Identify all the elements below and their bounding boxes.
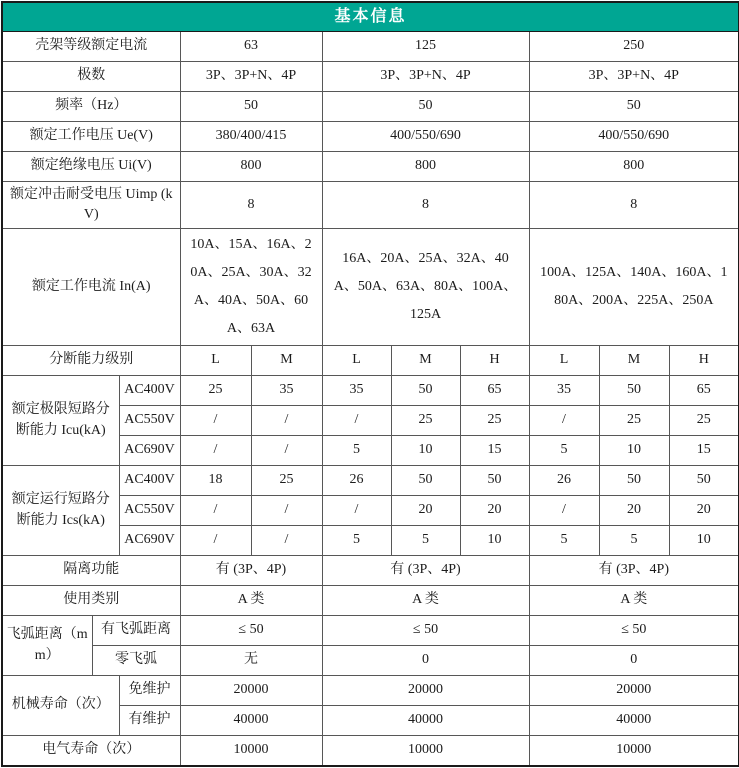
table-cell: 50 [669,466,739,496]
table-cell: 8 [180,182,322,229]
row-sublabel-ac690v: AC690V [119,526,180,556]
row-sublabel-arc-zero: 零飞弧 [92,646,180,676]
table-cell: 380/400/415 [180,122,322,152]
table-cell: 65 [669,376,739,406]
table-cell: 3P、3P+N、4P [322,62,529,92]
table-cell: A 类 [180,586,322,616]
row-sublabel-arc-yes: 有飞弧距离 [92,616,180,646]
table-cell: 20000 [180,676,322,706]
table-title: 基本信息 [2,2,739,32]
table-row [2,92,739,122]
table-cell: 15 [460,436,529,466]
table-cell: 5 [529,526,599,556]
row-label-insulation-voltage-ui: 额定绝缘电压 Ui(V) [2,152,180,182]
table-cell: 35 [251,376,322,406]
table-cell: / [322,496,391,526]
row-label-frequency: 频率（Hz） [2,92,180,122]
table-row [2,346,739,376]
table-cell: 5 [529,436,599,466]
row-label-rated-voltage-ue: 额定工作电压 Ue(V) [2,122,180,152]
table-cell: / [251,406,322,436]
table-cell: 15 [669,436,739,466]
table-cell: 25 [391,406,460,436]
table-cell: 20000 [322,676,529,706]
row-sublabel-ac550v: AC550V [119,496,180,526]
table-cell: 40000 [529,706,739,736]
table-cell: 0 [529,646,739,676]
row-sublabel-ac400v: AC400V [119,466,180,496]
table-cell: 5 [322,526,391,556]
table-cell: 20 [599,496,669,526]
table-cell: 100A、125A、140A、160A、180A、200A、225A、250A [529,229,739,346]
table-cell: 50 [391,466,460,496]
table-row [2,646,739,676]
table-cell: M [391,346,460,376]
table-cell: L [529,346,599,376]
table-cell: M [599,346,669,376]
table-row [2,376,739,406]
table-cell: 35 [529,376,599,406]
table-cell: 10 [669,526,739,556]
table-cell: 20000 [529,676,739,706]
row-label-usage-category: 使用类别 [2,586,180,616]
table-cell: 25 [460,406,529,436]
table-row [2,466,739,496]
table-cell: 有 (3P、4P) [180,556,322,586]
table-cell: 800 [322,152,529,182]
table-cell: / [180,496,251,526]
table-cell: 25 [180,376,251,406]
table-cell: 50 [322,92,529,122]
row-sublabel-ac400v: AC400V [119,376,180,406]
table-cell: L [322,346,391,376]
table-cell: 250 [529,32,739,62]
row-label-breaking-level: 分断能力级别 [2,346,180,376]
row-label-impulse-voltage-uimp: 额定冲击耐受电压 Uimp (kV) [2,182,180,229]
table-cell: 18 [180,466,251,496]
table-row [2,556,739,586]
table-cell: 5 [322,436,391,466]
table-cell: 50 [460,466,529,496]
table-cell: ≤ 50 [322,616,529,646]
row-label-electrical-life: 电气寿命（次） [2,736,180,767]
table-cell: 10 [391,436,460,466]
table-cell: 10A、15A、16A、20A、25A、30A、32A、40A、50A、60A、63A [180,229,322,346]
table-header-row [2,2,739,32]
table-cell: ≤ 50 [180,616,322,646]
table-cell: 10 [460,526,529,556]
table-cell: 10000 [322,736,529,767]
table-cell: 有 (3P、4P) [529,556,739,586]
table-cell: 50 [180,92,322,122]
row-label-rated-current-in: 额定工作电流 In(A) [2,229,180,346]
table-cell: A 类 [529,586,739,616]
table-cell: 10000 [529,736,739,767]
table-cell: 50 [599,376,669,406]
row-label-mechanical-life: 机械寿命（次） [2,676,119,736]
row-sublabel-ac690v: AC690V [119,436,180,466]
row-label-isolation: 隔离功能 [2,556,180,586]
table-row [2,586,739,616]
table-row [2,122,739,152]
table-cell: 63 [180,32,322,62]
table-cell: ≤ 50 [529,616,739,646]
row-sublabel-with-maintenance: 有维护 [119,706,180,736]
table-cell: / [180,436,251,466]
table-cell: 65 [460,376,529,406]
table-row [2,32,739,62]
table-cell: 无 [180,646,322,676]
spec-table [1,1,739,767]
table-cell: 40000 [322,706,529,736]
row-sublabel-ac550v: AC550V [119,406,180,436]
table-cell: 50 [599,466,669,496]
table-cell: 50 [391,376,460,406]
table-cell: / [251,496,322,526]
table-cell: 5 [599,526,669,556]
table-cell: / [251,526,322,556]
table-cell: 50 [529,92,739,122]
row-label-ics: 额定运行短路分断能力 Ics(kA) [2,466,119,556]
table-cell: 40000 [180,706,322,736]
table-cell: 400/550/690 [322,122,529,152]
table-cell: 3P、3P+N、4P [180,62,322,92]
table-cell: / [180,406,251,436]
table-cell: 10 [599,436,669,466]
table-row [2,229,739,346]
table-row [2,182,739,229]
table-cell: 25 [251,466,322,496]
table-cell: 125 [322,32,529,62]
table-cell: 800 [180,152,322,182]
table-row [2,62,739,92]
row-label-arc-distance: 飞弧距离（mm） [2,616,92,676]
table-cell: / [529,406,599,436]
table-row [2,736,739,767]
table-cell: 20 [669,496,739,526]
table-cell: / [529,496,599,526]
table-cell: 5 [391,526,460,556]
table-cell: 16A、20A、25A、32A、40A、50A、63A、80A、100A、125A [322,229,529,346]
table-cell: 8 [322,182,529,229]
table-cell: 3P、3P+N、4P [529,62,739,92]
table-cell: 有 (3P、4P) [322,556,529,586]
table-row [2,152,739,182]
table-cell: 10000 [180,736,322,767]
table-cell: 0 [322,646,529,676]
table-cell: 400/550/690 [529,122,739,152]
table-cell: L [180,346,251,376]
table-cell: H [669,346,739,376]
row-label-frame-current: 壳架等级额定电流 [2,32,180,62]
table-cell: M [251,346,322,376]
table-cell: / [251,436,322,466]
row-label-poles: 极数 [2,62,180,92]
row-label-icu: 额定极限短路分断能力 Icu(kA) [2,376,119,466]
table-cell: 26 [322,466,391,496]
table-cell: 8 [529,182,739,229]
row-sublabel-maintenance-free: 免维护 [119,676,180,706]
table-cell: 20 [391,496,460,526]
table-cell: 25 [599,406,669,436]
table-cell: A 类 [322,586,529,616]
table-cell: / [180,526,251,556]
table-cell: / [322,406,391,436]
table-row [2,616,739,646]
table-cell: H [460,346,529,376]
table-cell: 35 [322,376,391,406]
table-cell: 800 [529,152,739,182]
table-cell: 26 [529,466,599,496]
table-cell: 25 [669,406,739,436]
table-row [2,676,739,706]
table-cell: 20 [460,496,529,526]
